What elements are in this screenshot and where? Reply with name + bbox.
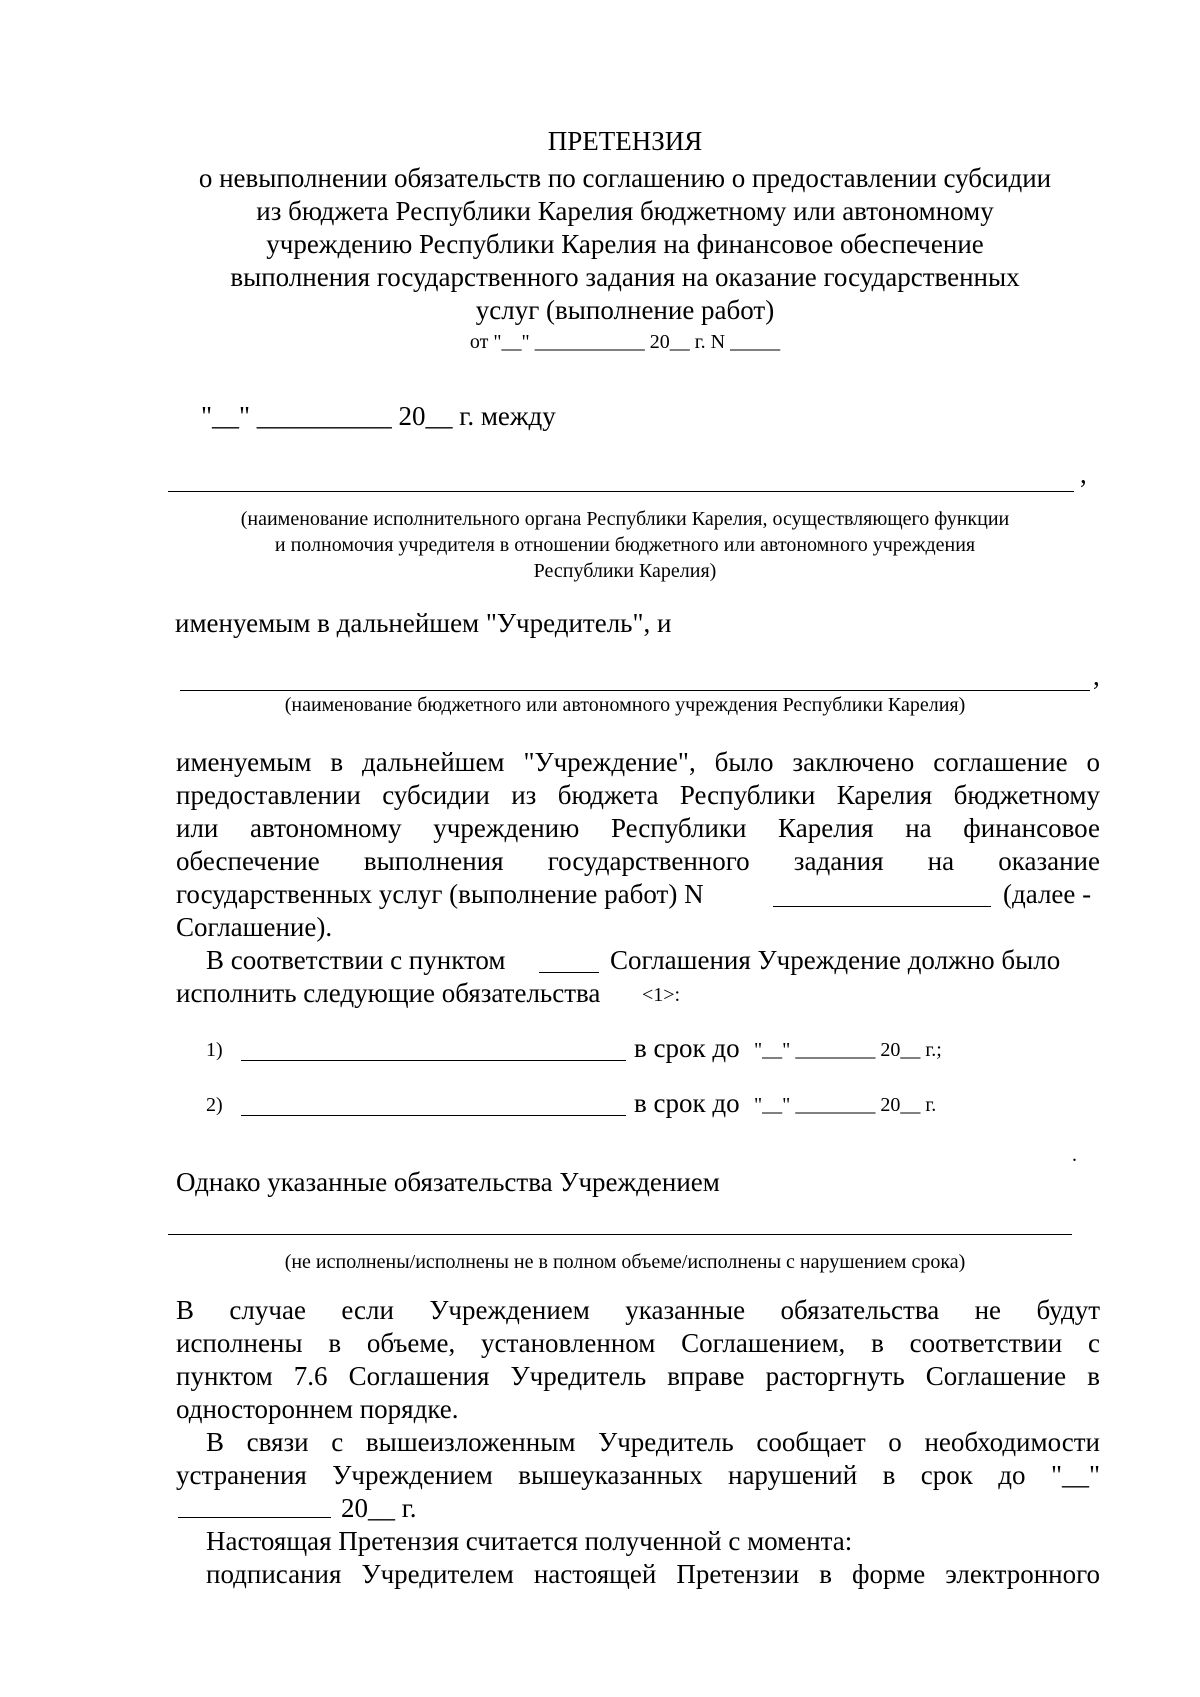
notice-text-line: В связи с вышеизложенным Учредитель сообщает о необходимости (206, 1427, 1100, 1457)
point-text: В соответствии с пунктом (206, 945, 506, 975)
founder-caption: и полномочия учредителя в отношении бюджетного или автономного учреждения (274, 534, 976, 556)
however-line: Однако указанные обязательства Учреждением (176, 1167, 720, 1197)
notice-year: 20__ г. (341, 1493, 417, 1523)
agreement-text-line: именуемым в дальнейшем "Учреждение", было заключено соглашение о (176, 747, 1100, 777)
status-caption: (не исполнены/исполнены не в полном объеме/исполнены с нарушением срока) (284, 1251, 966, 1273)
agreement-text-line: государственных услуг (выполнение работ) N (176, 879, 704, 909)
founder-caption: (наименование исполнительного органа Республики Карелия, осуществляющего функции (240, 508, 1010, 530)
subtitle-line: из бюджета Республики Карелия бюджетному или автономному (256, 196, 994, 226)
founder-name-blank (168, 491, 1074, 492)
footnote-ref: <1>: (642, 984, 681, 1006)
document-number-line: от "__" ___________ 20__ г. N _____ (469, 331, 781, 353)
agreement-number-blank (773, 906, 991, 907)
obligation-blank (241, 1060, 626, 1061)
agreement-text-line: предоставлении субсидии из бюджета Республики Карелия бюджетному (176, 780, 1100, 810)
comma: , (1080, 459, 1087, 489)
deadline-date-blank (178, 1517, 331, 1518)
obligation-number: 1) (206, 1039, 223, 1061)
signing-line: подписания Учредителем настоящей Претензии в форме электронного (206, 1559, 1100, 1589)
termination-text-line: одностороннем порядке. (176, 1394, 459, 1424)
termination-text-line: исполнены в объеме, установленном Соглашением, в соответствии с (176, 1328, 1100, 1358)
agreement-text-line: (далее - (1003, 879, 1092, 909)
termination-text-line: В случае если Учреждением указанные обязательства не будут (176, 1295, 1100, 1325)
date-line: "__" __________ 20__ г. между (201, 401, 556, 431)
point-number-blank (539, 972, 599, 973)
agreement-text-line: Соглашение). (176, 912, 333, 942)
subtitle-line: выполнения государственного задания на оказание государственных (230, 262, 1020, 292)
obligations-intro: исполнить следующие обязательства (176, 978, 601, 1008)
institution-caption: (наименование бюджетного или автономного учреждения Республики Карелия) (284, 694, 966, 716)
comma: , (1093, 661, 1100, 691)
obligation-date: "__" ________ 20__ г. (754, 1094, 937, 1116)
agreement-text-line: или автономному учреждению Республики Карелия на финансовое (176, 813, 1100, 843)
obligation-deadline: в срок до (634, 1088, 740, 1118)
subtitle-line: услуг (выполнение работ) (475, 295, 775, 325)
status-blank (168, 1234, 1072, 1235)
received-line: Настоящая Претензия считается полученной с момента: (206, 1526, 853, 1556)
obligation-deadline: в срок до (634, 1033, 740, 1063)
agreement-text-line: обеспечение выполнения государственного задания на оказание (176, 846, 1100, 876)
subtitle-line: о невыполнении обязательств по соглашению о предоставлении субсидии (198, 163, 1052, 193)
subtitle-line: учреждению Республики Карелия на финансовое обеспечение (266, 229, 984, 259)
point-text: Соглашения Учреждение должно было (610, 945, 1061, 975)
obligation-blank (241, 1115, 626, 1116)
obligation-date: "__" ________ 20__ г.; (754, 1039, 942, 1061)
obligation-number: 2) (206, 1094, 223, 1116)
dot: . (1072, 1144, 1077, 1166)
institution-name-blank (180, 690, 1090, 691)
founder-named-line: именуемым в дальнейшем "Учредитель", и (175, 608, 672, 638)
termination-text-line: пунктом 7.6 Соглашения Учредитель вправе расторгнуть Соглашение в (176, 1361, 1100, 1391)
founder-caption: Республики Карелия) (533, 560, 717, 582)
document-title: ПРЕТЕНЗИЯ (547, 126, 703, 156)
notice-text-line: устранения Учреждением вышеуказанных нарушений в срок до "__" (176, 1460, 1100, 1490)
